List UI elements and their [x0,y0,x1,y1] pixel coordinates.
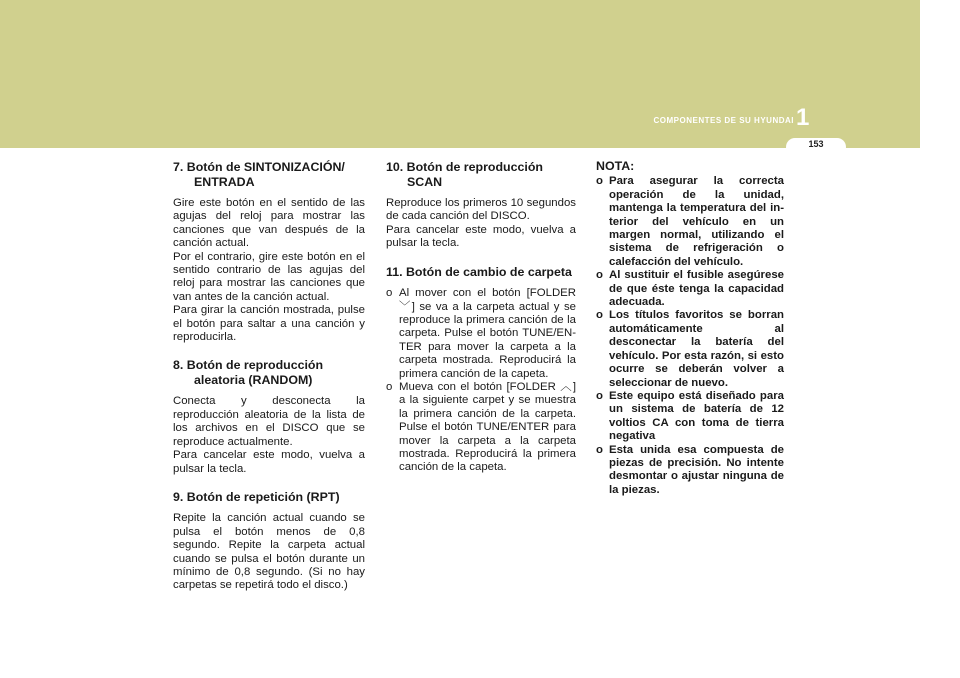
section-title: COMPONENTES DE SU HYUNDAI [653,116,794,125]
bullet-marker: o [386,287,393,300]
heading-repeat: 9. Botón de repetición (RPT) [173,489,340,504]
list-item [596,269,784,309]
column-right-note [596,160,784,497]
heading-random: 8. Botón de reproducción aleatoria (RANDOM) [173,358,324,387]
bullet-marker: o [596,443,603,456]
paragraph-scan: Reproduce los primeros 10 segundos de cada canción del DISCO. Para cancelar este modo, vuelva a pulsar la tecla. [386,197,576,250]
chapter-number: 1 [796,104,810,131]
column-left [173,160,365,607]
list-item [596,444,784,498]
paragraph-tune-enter: Gire este botón en el sentido de las agujas del reloj para mostrar las canciones que van después de la canción actual. Por el contrario, gire este botón en el sentido contrario de las agujas del reloj para mostrar las canciones que van antes de la canción actual. Para girar la canción mostrada, pulse el botón para saltar a una canción y reproducirla. [173,197,365,344]
bullet-marker: o [596,269,603,282]
bullet-marker: o [386,380,393,393]
list-item [596,175,784,269]
list-item [386,381,576,475]
list-item [596,309,784,389]
note-title: NOTA: [596,159,635,173]
column-middle [386,160,576,475]
list-item-text: Mueva con el botón [FOLDER ︿] a la siguiente carpet y se muestra la primera canción de la carpeta. Pulse el botón TUNE/ENTER para mover la carpeta a la carpeta mostrada. Reproducirá la primera canción de la capeta. [399,380,576,474]
list-item-text: Los títulos favoritos se borran automáticamente al desconectar la batería del vehículo. Por esta razón, si esto ocurre se deberán volver a seleccionar de nuevo. [609,309,784,389]
heading-folder-change: 11. Botón de cambio de carpeta [386,264,572,279]
list-item [596,390,784,444]
list-item [386,287,576,381]
header-band [0,0,920,148]
bullet-marker: o [596,389,603,402]
list-item-text: Esta unida esa compuesta de piezas de precisión. No intente desmontar o ajustar ninguna de la piezas. [609,443,784,496]
bullet-marker: o [596,309,603,322]
heading-tune-enter: 7. Botón de SINTONIZACIÓN/ ENTRADA [173,160,345,189]
bullet-marker: o [596,175,603,188]
list-item-text: Este equipo está diseñado para un sistema de batería de 12 voltios CA con toma de tierra negativa [609,389,784,443]
paragraph-random: Conecta y desconecta la reproducción aleatoria de la lista de los archivos en el DISCO que se reproduce actualmente. Para cancelar este modo, vuelva a pulsar la tecla. [173,395,365,475]
page-number: 153 [808,139,824,149]
list-item-text: Al sustituir el fusible asegúrese de que éste tenga la capacidad adecuada. [609,269,784,309]
list-item-text: Para asegurar la correcta operación de la unidad, mantenga la temperatura del in-terior del vehículo en un margen normal, utilizando el sistema de refrigeración o calefacción del vehículo. [609,175,784,268]
list-item-text: Al mover con el botón [FOLDER ﹀] se va a la carpeta actual y se reproduce la primera canción de la carpeta. Pulse el botón TUNE/EN-TER para mover la carpeta a la carpeta mostrada. Reproducirá la primera canción de la capeta. [399,287,576,380]
heading-scan: 10. Botón de reproducción SCAN [386,160,543,189]
paragraph-repeat: Repite la canción actual cuando se pulsa el botón menos de 0,8 segundo. Repite la carpeta actual cuando se pulsa el botón durante un mínimo de 0,8 segundo. (Si no hay carpetas se repetirá todo el disco.) [173,512,365,592]
